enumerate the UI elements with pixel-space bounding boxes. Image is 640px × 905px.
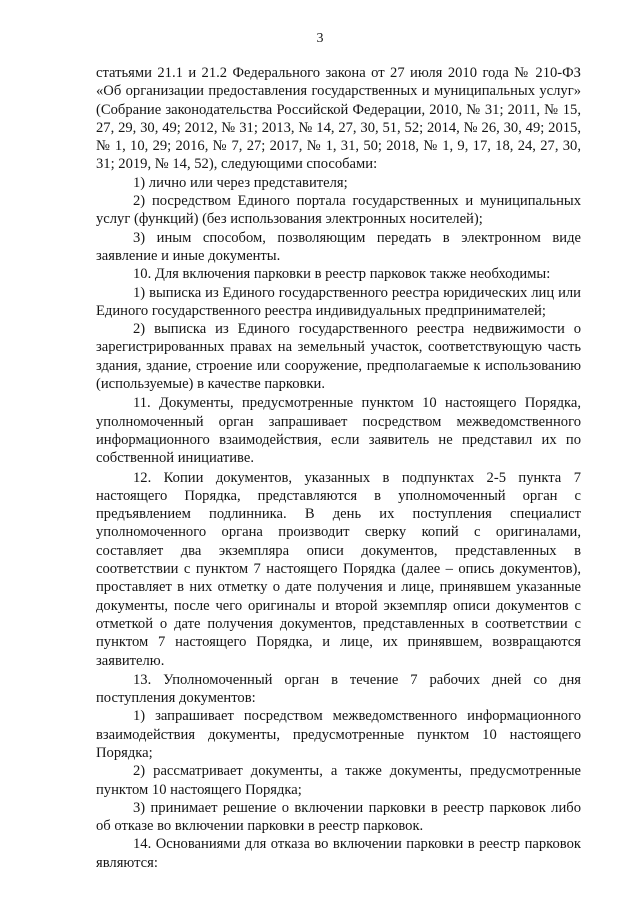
paragraph-item-10: 10. Для включения парковки в реестр парковок также необходимы:: [133, 266, 551, 283]
document-body: [96, 64, 581, 872]
paragraph-item-13: 13. Уполномоченный орган в течение 7 рабочих дней со дня поступления документов:: [96, 671, 581, 707]
paragraph-item-10-1: 1) выписка из Единого государственного реестра юридических лиц или Единого государственного реестра индивидуальных предпринимателей;: [96, 284, 581, 319]
paragraph-item-13-1: 1) запрашивает посредством межведомственного информационного взаимодействия документы, предусмотренные пунктом 10 настоящего Порядка;: [96, 708, 581, 761]
paragraph-item-14: 14. Основаниями для отказа во включении парковки в реестр парковок являются:: [96, 836, 581, 871]
paragraph-intro: статьями 21.1 и 21.2 Федерального закона от 27 июля 2010 года № 210-ФЗ «Об организации предоставления государственных и муниципальных услуг» (Собрание законодательства Российской Федерации, 2010, № 31; 2011, № 15, 27, 29, 30, 49; 2012, № 31; 2013, № 14, 27, 30, 51, 52; 2014, № 26, 30, 49; 2015, № 1, 10, 29; 2016, № 7, 27; 2017, № 1, 31, 50; 2018, № 1, 9, 17, 18, 24, 27, 30, 31; 2019, № 14, 52), следующими способами:: [96, 65, 581, 173]
paragraph-method-2: 2) посредством Единого портала государственных и муниципальных услуг (функций) (без использования электронных носителей);: [96, 193, 581, 228]
paragraph-item-13-2: 2) рассматривает документы, а также документы, предусмотренные пунктом 10 настоящего Порядка;: [96, 763, 581, 798]
page-number: 3: [316, 31, 324, 46]
paragraph-item-13-3: 3) принимает решение о включении парковки в реестр парковок либо об отказе во включении парковки в реестр парковок.: [96, 799, 581, 835]
paragraph-method-3: 3) иным способом, позволяющим передать в электронном виде заявление и иные документы.: [96, 229, 581, 264]
paragraph-item-11: 11. Документы, предусмотренные пунктом 10 настоящего Порядка, уполномоченный орган запрашивает посредством межведомственного информационного взаимодействия, если заявитель не представил их по собственной инициативе.: [96, 395, 581, 467]
paragraph-method-1: 1) лично или через представителя;: [133, 174, 348, 191]
paragraph-item-12: 12. Копии документов, указанных в подпунктах 2-5 пункта 7 настоящего Порядка, представляются в уполномоченный орган с предъявлением подлинника. В день их поступления специалист уполномоченного органа производит сверку копий с оригиналами, составляет два экземпляра описи документов, представленных в соответствии с пунктом 7 настоящего Порядка (далее – опись документов), проставляет в них отметку о дате получения и лице, принявшем указанные документы, после чего оригиналы и второй экземпляр описи документов с отметкой о дате получения документов, представленных в соответствии с пунктом 7 настоящего Порядка, и лице, их принявшем, возвращаются заявителю.: [96, 469, 581, 669]
paragraph-item-10-2: 2) выписка из Единого государственного реестра недвижимости о зарегистрированных правах на земельный участок, соответствующую часть здания, здание, строение или сооружение, предполагаемые к использованию (используемые) в качестве парковки.: [96, 321, 581, 393]
